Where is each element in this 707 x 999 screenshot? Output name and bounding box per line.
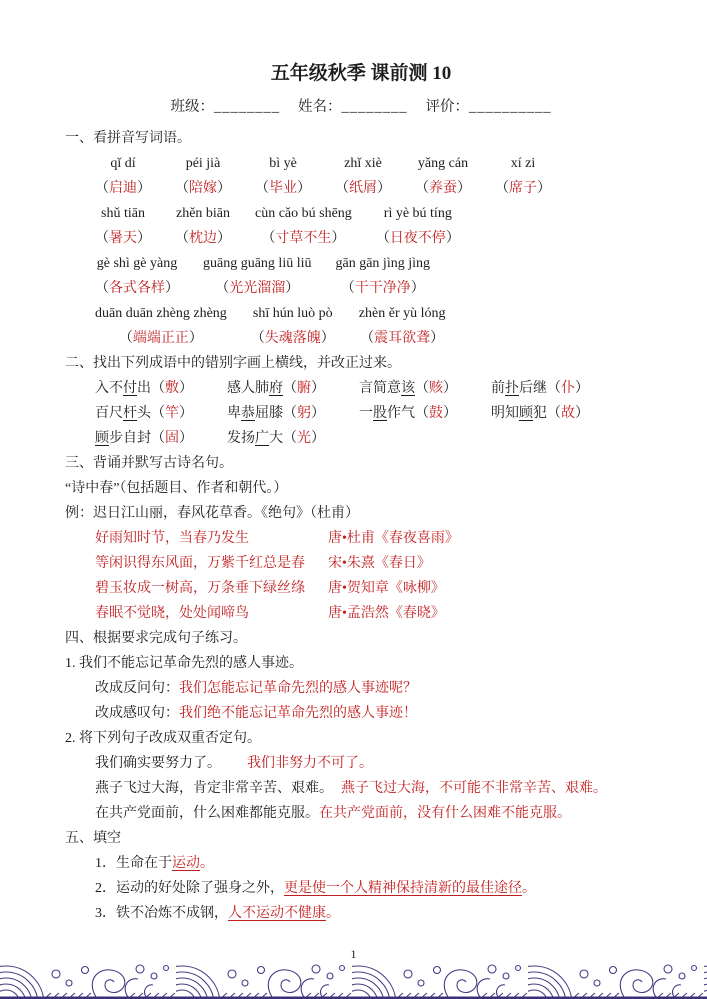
wrong-char: 杆 (123, 406, 137, 421)
section-1-pinyin (65, 126, 657, 351)
close-paren: ） (217, 181, 231, 196)
open-paren: （ (95, 281, 109, 296)
open-paren: （ (415, 406, 429, 421)
field-label: 姓名： (298, 99, 342, 115)
wrong-char: 股 (373, 406, 387, 421)
correction-char: 固 (165, 431, 179, 446)
fill-pre: 3．铁不冶炼不成钢， (95, 906, 228, 921)
answer-text (255, 226, 352, 251)
rewrite-pair (95, 776, 657, 801)
close-paren: ） (165, 281, 179, 296)
fill-item (95, 851, 657, 876)
original-sentence: 在共产党面前，什么困难都能克服。 (95, 806, 319, 821)
pinyin-text: yǎng cán (417, 156, 469, 171)
answer-word: 各式各样 (109, 281, 165, 296)
open-paren: （ (250, 331, 265, 346)
open-paren: （ (151, 406, 165, 421)
open-paren: （ (215, 281, 230, 296)
answer-text (336, 276, 431, 301)
open-paren: （ (95, 231, 109, 246)
open-paren: （ (118, 331, 133, 346)
answer-word: 席子 (509, 181, 537, 196)
idiom-post: 作气 (387, 406, 415, 421)
correction-char: 光 (297, 431, 311, 446)
fill-tail: 。 (522, 881, 536, 896)
pinyin-word (335, 151, 391, 201)
answer-text (95, 276, 179, 301)
answer-word: 寸草不生 (275, 231, 332, 246)
close-paren: ） (188, 331, 203, 346)
wave-pattern-decoration (0, 962, 707, 999)
close-paren: ） (137, 231, 151, 246)
pinyin-word (336, 251, 431, 301)
section-3-example: 例：迟日江山丽，春风花草香。《绝句》（杜甫） (65, 506, 359, 521)
field-blank: ________ (214, 99, 280, 115)
header-field (298, 99, 408, 115)
answer-text (495, 176, 551, 201)
idiom-item (227, 401, 325, 426)
correction-char: 腑 (297, 381, 311, 396)
answer-word: 枕边 (189, 231, 217, 246)
idiom-item (227, 376, 325, 401)
idiom-pre: 发扬 (227, 431, 255, 446)
pinyin-word (255, 151, 311, 201)
idiom-pre: 入不 (95, 381, 123, 396)
answer-word: 陪嫁 (189, 181, 217, 196)
idiom-post: 犯 (533, 406, 547, 421)
section-5-heading: 五、填空 (65, 831, 121, 846)
wrong-char: 府 (269, 381, 283, 396)
rewritten-sentence: 我们非努力不可了。 (247, 756, 373, 771)
idiom-pre: 一 (359, 406, 373, 421)
section-4-heading: 四、根据要求完成句子练习。 (65, 631, 247, 646)
idiom-pre: 卑 (227, 406, 241, 421)
wrong-char: 顾 (95, 431, 109, 446)
answer-text (95, 176, 151, 201)
poem-row (95, 601, 657, 626)
pinyin-text: zhèn ěr yù lóng (358, 306, 446, 321)
fill-tail: 。 (326, 906, 340, 921)
idiom-post: 大 (269, 431, 283, 446)
pinyin-word (203, 251, 312, 301)
open-paren: （ (175, 231, 189, 246)
close-paren: ） (430, 331, 445, 346)
pinyin-word (95, 301, 227, 351)
idiom-item (359, 376, 457, 401)
idiom-pre: 百尺 (95, 406, 123, 421)
idiom-item (95, 426, 193, 451)
close-paren: ） (137, 181, 151, 196)
pinyin-word (251, 301, 335, 351)
rewrite-pair (95, 801, 657, 826)
close-paren: ） (320, 331, 335, 346)
pinyin-rows (65, 151, 657, 351)
close-paren: ） (311, 406, 325, 421)
field-blank: ________ (341, 99, 408, 115)
idiom-item (359, 401, 457, 426)
pinyin-text: guāng guāng liū liū (203, 256, 312, 271)
fill-answer: 人不运动不健康 (228, 906, 326, 921)
close-paren: ） (297, 181, 311, 196)
poem-line: 春眠不觉晓，处处闻啼鸟 (95, 606, 249, 621)
pinyin-text: gè shì gè yàng (96, 256, 178, 271)
close-paren: ） (285, 281, 300, 296)
fill-pre: 2．运动的好处除了强身之外， (95, 881, 284, 896)
idiom-post: 屈膝 (255, 406, 283, 421)
answer-word: 养蚕 (429, 181, 457, 196)
open-paren: （ (340, 281, 355, 296)
item2-pairs (65, 751, 657, 826)
open-paren: （ (375, 231, 390, 246)
field-label: 班级： (170, 99, 214, 115)
idiom-post: 出 (137, 381, 151, 396)
answer-text (376, 226, 460, 251)
idiom-pre: 感人肺 (227, 381, 269, 396)
wrong-char: 恭 (241, 406, 255, 421)
section-4-sentences (65, 626, 657, 826)
close-paren: ） (179, 431, 193, 446)
open-paren: （ (360, 331, 375, 346)
close-paren: ） (311, 381, 325, 396)
idiom-item (227, 426, 325, 451)
idiom-item (491, 401, 589, 426)
student-info-line (65, 95, 657, 119)
idiom-row (95, 401, 657, 426)
open-paren: （ (547, 381, 561, 396)
pinyin-row (95, 251, 657, 301)
poem-row (95, 526, 657, 551)
wave-footer-icon (0, 962, 707, 999)
answer-word: 震耳欲聋 (374, 331, 431, 346)
close-paren: ） (443, 406, 457, 421)
pinyin-word (95, 151, 151, 201)
original-sentence: 燕子飞过大海，肯定非常辛苦、艰难。 (95, 781, 333, 796)
answer-word: 失魂落魄 (264, 331, 321, 346)
item1-questions (65, 676, 657, 726)
close-paren: ） (575, 406, 589, 421)
pinyin-word (95, 251, 179, 301)
open-paren: （ (495, 181, 509, 196)
answer-text (175, 226, 231, 251)
field-blank: __________ (469, 99, 552, 115)
poem-row (95, 551, 657, 576)
pinyin-word (376, 201, 460, 251)
header-field (171, 99, 281, 115)
wrong-char: 顾 (519, 406, 533, 421)
pinyin-text: cùn cǎo bú shēng (255, 206, 352, 221)
close-paren: ） (311, 431, 325, 446)
question-answer: 我们绝不能忘记革命先烈的感人事迹！ (179, 706, 417, 721)
fill-answer: 更是使一个人精神保持清新的最佳途径 (284, 881, 522, 896)
pinyin-word (255, 201, 352, 251)
poem-source: 宋•朱熹《春日》 (328, 556, 431, 571)
answer-text (175, 176, 231, 201)
correction-char: 竿 (165, 406, 179, 421)
fill-pre: 1．生命在于 (95, 856, 172, 871)
pinyin-text: rì yè bú tíng (383, 206, 452, 221)
poem-source: 唐•杜甫《春夜喜雨》 (328, 531, 459, 546)
close-paren: ） (179, 381, 193, 396)
answer-word: 光光溜溜 (229, 281, 286, 296)
pinyin-text: bì yè (269, 156, 297, 171)
pinyin-text: qǐ dí (110, 156, 136, 171)
page-number: 1 (350, 947, 357, 961)
open-paren: （ (283, 381, 297, 396)
idiom-item (95, 401, 193, 426)
open-paren: （ (151, 431, 165, 446)
answer-text (255, 176, 311, 201)
pinyin-row (95, 201, 657, 251)
pinyin-text: péi jià (185, 156, 221, 171)
sentence-stem-1: 1. 我们不能忘记革命先烈的感人事迹。 (65, 656, 303, 671)
wrong-char: 广 (255, 431, 269, 446)
rewrite-pair (95, 751, 657, 776)
original-sentence: 我们确实要努力了。 (95, 756, 221, 771)
open-paren: （ (415, 181, 429, 196)
close-paren: ） (410, 281, 425, 296)
idiom-row (95, 426, 657, 451)
answer-text (203, 276, 312, 301)
fill-item (95, 901, 657, 926)
pinyin-word (415, 151, 471, 201)
idiom-item (491, 376, 589, 401)
answer-word: 干干净净 (354, 281, 411, 296)
section-2-heading: 二、找出下列成语中的错别字画上横线，并改正过来。 (65, 356, 401, 371)
open-paren: （ (415, 381, 429, 396)
poem-line: 好雨知时节，当春乃发生 (95, 531, 249, 546)
section-3-heading: 三、背诵并默写古诗名句。 (65, 456, 233, 471)
idiom-pre: 前 (491, 381, 505, 396)
close-paren: ） (377, 181, 391, 196)
poem-source: 唐•孟浩然《春晓》 (328, 606, 445, 621)
close-paren: ） (331, 231, 346, 246)
pinyin-word (175, 151, 231, 201)
open-paren: （ (283, 431, 297, 446)
idiom-rows (65, 376, 657, 451)
pinyin-word (95, 201, 151, 251)
answer-word: 纸屑 (349, 181, 377, 196)
idiom-item (95, 376, 193, 401)
correction-char: 敷 (165, 381, 179, 396)
pinyin-text: xí zi (510, 156, 536, 171)
poem-line: 等闲识得东风面，万紫千红总是春 (95, 556, 305, 571)
close-paren: ） (217, 231, 231, 246)
answer-word: 毕业 (269, 181, 297, 196)
poem-rows (65, 526, 657, 626)
page-title: 五年级秋季 课前测 10 (270, 63, 452, 84)
idiom-post: 头 (137, 406, 151, 421)
close-paren: ） (575, 381, 589, 396)
answer-text (251, 326, 335, 351)
pinyin-row (95, 301, 657, 351)
correction-char: 仆 (561, 381, 575, 396)
section-3-poems (65, 451, 657, 626)
open-paren: （ (261, 231, 276, 246)
correction-char: 躬 (297, 406, 311, 421)
question-line (95, 676, 657, 701)
answer-word: 日夜不停 (389, 231, 446, 246)
correction-char: 故 (561, 406, 575, 421)
wrong-char: 该 (401, 381, 415, 396)
idiom-row (95, 376, 657, 401)
field-label: 评价： (425, 99, 469, 115)
close-paren: ） (445, 231, 460, 246)
answer-text (95, 326, 227, 351)
question-answer: 我们怎能忘记革命先烈的感人事迹呢？ (179, 681, 417, 696)
section-5-fill-blanks (65, 826, 657, 926)
open-paren: （ (175, 181, 189, 196)
section-3-subtitle: “诗中春”（包括题目、作者和朝代。） (65, 481, 288, 496)
idiom-post: 后继 (519, 381, 547, 396)
pinyin-text: shī hún luò pò (252, 306, 333, 321)
section-2-idioms (65, 351, 657, 451)
answer-text (335, 176, 391, 201)
answer-word: 暑天 (109, 231, 137, 246)
close-paren: ） (457, 181, 471, 196)
idiom-pre: 明知 (491, 406, 519, 421)
fill-tail: 。 (200, 856, 214, 871)
pinyin-row (95, 151, 657, 201)
fill-answer: 运动 (172, 856, 200, 871)
correction-char: 鼓 (429, 406, 443, 421)
answer-text (95, 226, 151, 251)
idiom-post: 步自封 (109, 431, 151, 446)
open-paren: （ (335, 181, 349, 196)
pinyin-text: zhěn biān (175, 206, 231, 221)
question-label: 改成感叹句： (95, 706, 179, 721)
close-paren: ） (537, 181, 551, 196)
pinyin-text: zhǐ xiè (344, 156, 382, 171)
close-paren: ） (443, 381, 457, 396)
correction-char: 赅 (429, 381, 443, 396)
open-paren: （ (151, 381, 165, 396)
poem-row (95, 576, 657, 601)
close-paren: ） (179, 406, 193, 421)
wrong-char: 扑 (505, 381, 519, 396)
answer-text (415, 176, 471, 201)
pinyin-word (359, 301, 446, 351)
poem-source: 唐•贺知章《咏柳》 (328, 581, 445, 596)
poem-line: 碧玉妆成一树高，万条垂下绿丝绦 (95, 581, 305, 596)
fill-items (65, 851, 657, 926)
section-1-heading: 一、看拼音写词语。 (65, 131, 191, 146)
wrong-char: 付 (123, 381, 137, 396)
answer-text (359, 326, 446, 351)
idiom-pre: 言简意 (359, 381, 401, 396)
rewritten-sentence: 燕子飞过大海，不可能不非常辛苦、艰难。 (341, 781, 607, 796)
header-field (426, 99, 552, 115)
open-paren: （ (95, 181, 109, 196)
pinyin-text: shǔ tiān (101, 206, 145, 221)
pinyin-text: duān duān zhèng zhèng (95, 306, 227, 321)
open-paren: （ (255, 181, 269, 196)
question-label: 改成反问句： (95, 681, 179, 696)
fill-item (95, 876, 657, 901)
rewritten-sentence: 在共产党面前，没有什么困难不能克服。 (319, 806, 571, 821)
pinyin-word (495, 151, 551, 201)
pinyin-word (175, 201, 231, 251)
answer-word: 启迪 (109, 181, 137, 196)
pinyin-text: gān gān jìng jìng (335, 256, 430, 271)
open-paren: （ (283, 406, 297, 421)
answer-word: 端端正正 (132, 331, 189, 346)
question-line (95, 701, 657, 726)
sentence-stem-2: 2. 将下列句子改成双重否定句。 (65, 731, 261, 746)
open-paren: （ (547, 406, 561, 421)
